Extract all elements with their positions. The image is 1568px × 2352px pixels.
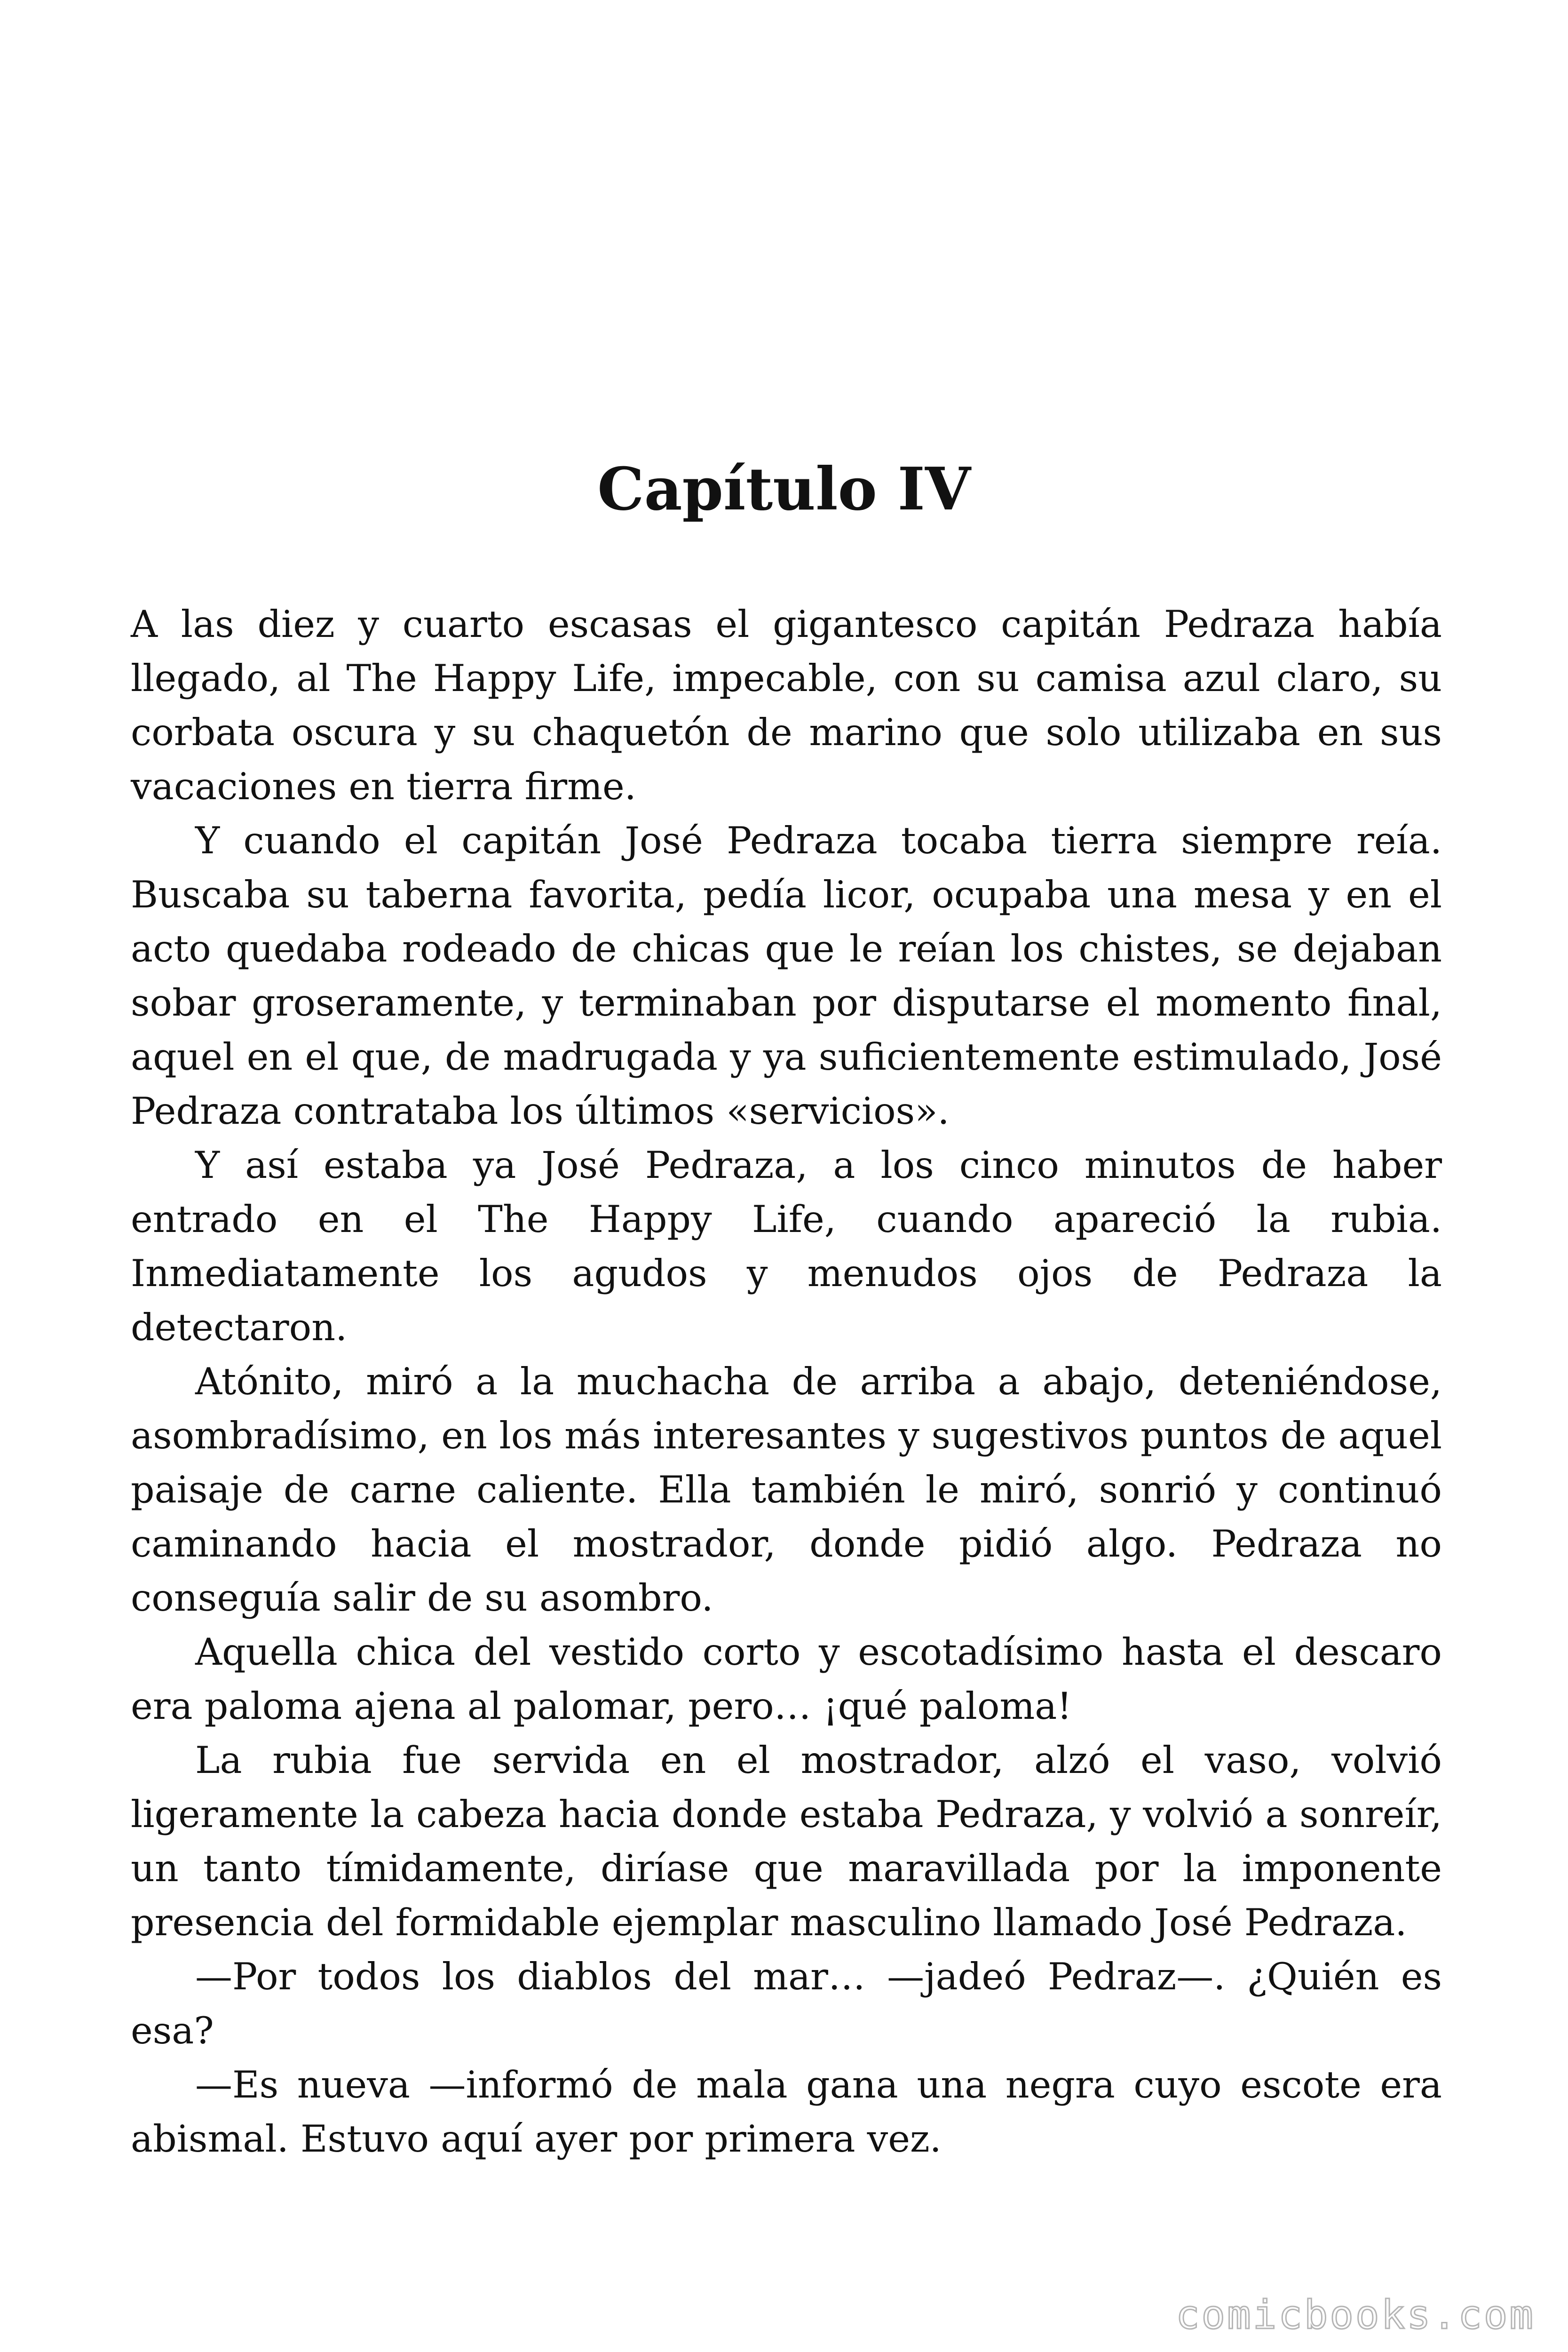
dialogue-paragraph: —Es nueva —informó de mala gana una negra cuyo escote era abismal. Estuvo aquí ayer por primera vez. bbox=[131, 2063, 1442, 2161]
paragraph: Aquella chica del vestido corto y escotadísimo hasta el descaro era paloma ajena al palomar, pero… ¡qué paloma! bbox=[131, 1630, 1442, 1728]
paragraph: Atónito, miró a la muchacha de arriba a abajo, deteniéndose, asombradísimo, en los más interesantes y sugestivos puntos de aquel paisaje de carne caliente. Ella también le miró, sonrió y continuó caminando hacia el mostrador, donde pidió algo. Pedraza no conseguía salir de su asombro. bbox=[131, 1360, 1442, 1620]
paragraph: Y así estaba ya José Pedraza, a los cinco minutos de haber entrado en el The Happy Life, cuando apareció la rubia. Inmediatamente los agudos y menudos ojos de Pedraza la detectaron. bbox=[131, 1144, 1442, 1349]
chapter-title: Capítulo IV bbox=[597, 455, 971, 524]
watermark: comicbooks.com bbox=[1175, 2292, 1535, 2338]
paragraph: La rubia fue servida en el mostrador, alzó el vaso, volvió ligeramente la cabeza hacia donde estaba Pedraza, y volvió a sonreír, un tanto tímidamente, diríase que maravillada por la imponente presencia del formidable ejemplar masculino llamado José Pedraza. bbox=[131, 1739, 1442, 1944]
dialogue-paragraph: —Por todos los diablos del mar… —jadeó Pedraz—. ¿Quién es esa? bbox=[131, 1955, 1442, 2052]
paragraph: Y cuando el capitán José Pedraza tocaba tierra siempre reía. Buscaba su taberna favorita, pedía licor, ocupaba una mesa y en el acto quedaba rodeado de chicas que le reían los chistes, se dejaban sobar groseramente, y terminaban por disputarse el momento final, aquel en el que, de madrugada y ya suficientemente estimulado, José Pedraza contrataba los últimos «servicios». bbox=[131, 819, 1442, 1133]
chapter-body bbox=[131, 597, 1442, 2166]
paragraph: A las diez y cuarto escasas el gigantesco capitán Pedraza había llegado, al The Happy Life, impecable, con su camisa azul claro, su corbata oscura y su chaquetón de marino que solo utilizaba en sus vacaciones en tierra firme. bbox=[131, 603, 1442, 808]
